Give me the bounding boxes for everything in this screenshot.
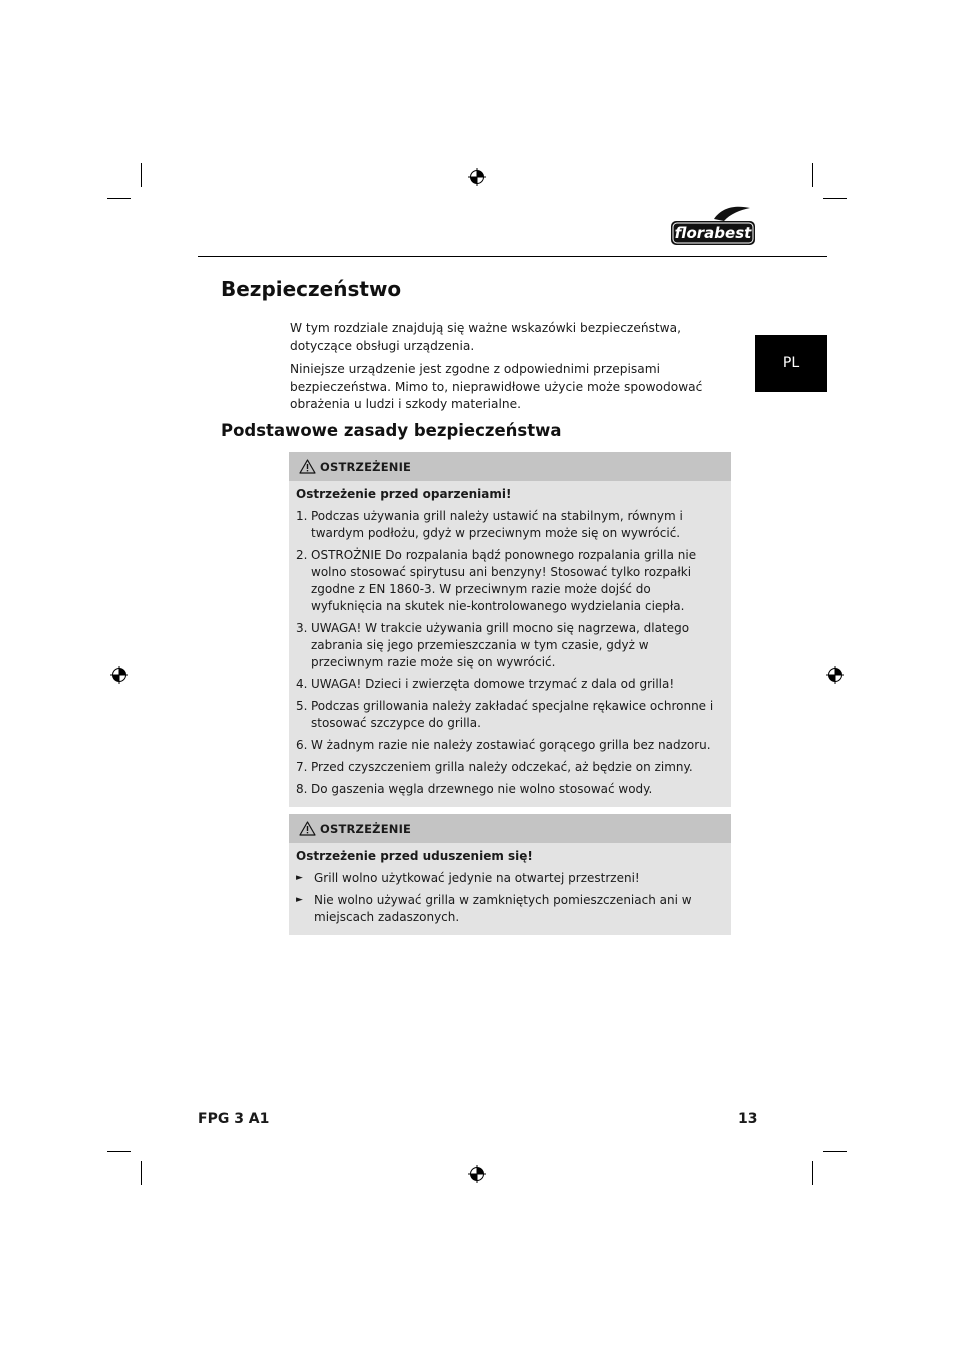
warning-list (296, 870, 723, 926)
list-item: 6. W żadnym razie nie należy zostawiać gorącego grilla bez nadzoru. (296, 738, 711, 752)
warning-header (289, 452, 731, 481)
intro-paragraph: Niniejsze urządzenie jest zgodne z odpowiednimi przepisami bezpieczeństwa. Mimo to, nieprawidłowe użycie może spowodować obrażenia u ludzi i szkody materialne. (290, 362, 703, 411)
warning-box-burns (289, 452, 731, 807)
header-rule (198, 256, 827, 257)
warning-triangle-icon (299, 821, 316, 836)
language-tab: PL (755, 335, 827, 392)
intro-paragraph: W tym rozdziale znajdują się ważne wskazówki bezpieczeństwa, dotyczące obsługi urządzenia. (290, 321, 681, 353)
intro-text (290, 320, 730, 420)
warning-heading: Ostrzeżenie przed uduszeniem się! (296, 849, 533, 863)
list-item: 8. Do gaszenia węgla drzewnego nie wolno stosować wody. (296, 782, 653, 796)
registration-mark-icon (110, 666, 128, 684)
warning-triangle-icon (299, 459, 316, 474)
list-item: 7. Przed czyszczeniem grilla należy odczekać, aż będzie on zimny. (296, 760, 693, 774)
section-title: Podstawowe zasady bezpieczeństwa (221, 421, 562, 440)
list-item: ► Nie wolno używać grilla w zamkniętych pomieszczeniach ani w miejscach zadaszonych. (296, 893, 692, 924)
warning-heading: Ostrzeżenie przed oparzeniami! (296, 487, 512, 501)
list-item: ► Grill wolno użytkować jedynie na otwartej przestrzeni! (296, 871, 640, 885)
list-item: 1. Podczas używania grill należy ustawić na stabilnym, równym i twardym podłożu, gdyż w przeciwnym może się on wywrócić. (296, 509, 683, 540)
florabest-logo (670, 205, 756, 247)
list-item: 4. UWAGA! Dzieci i zwierzęta domowe trzymać z dala od grilla! (296, 677, 675, 691)
registration-mark-icon (468, 168, 486, 186)
warning-label: OSTRZEŻENIE (320, 459, 412, 474)
svg-text:florabest: florabest (674, 224, 752, 242)
warning-label: OSTRZEŻENIE (320, 821, 412, 836)
list-item: 3. UWAGA! W trakcie używania grill mocno się nagrzewa, dlatego zabrania się jego przemieszczania w tym czasie, gdyż w przeciwnym razie może się on wywrócić. (296, 621, 690, 669)
footer-model: FPG 3 A1 (198, 1111, 270, 1127)
page-title: Bezpieczeństwo (221, 277, 402, 301)
arrow-bullet-icon: ► (296, 873, 303, 883)
list-item: 5. Podczas grillowania należy zakładać specjalne rękawice ochronne i stosować szczypce do grilla. (296, 699, 714, 730)
warning-header (289, 814, 731, 843)
list-item: 2. OSTROŻNIE Do rozpalania bądź ponownego rozpalania grilla nie wolno stosować spirytusu ani benzyny! Stosować tylko rozpałki zgodne z EN 1860-3. W przeciwnym razie może dojść do wyfuknięcia na skutek nie-kontrolowanego wydzielania ciepła. (296, 548, 697, 613)
registration-mark-icon (468, 1165, 486, 1183)
warning-box-suffocation (289, 814, 731, 935)
registration-mark-icon (826, 666, 844, 684)
page-number: 13 (738, 1111, 758, 1127)
warning-list (296, 508, 723, 798)
arrow-bullet-icon: ► (296, 895, 303, 905)
